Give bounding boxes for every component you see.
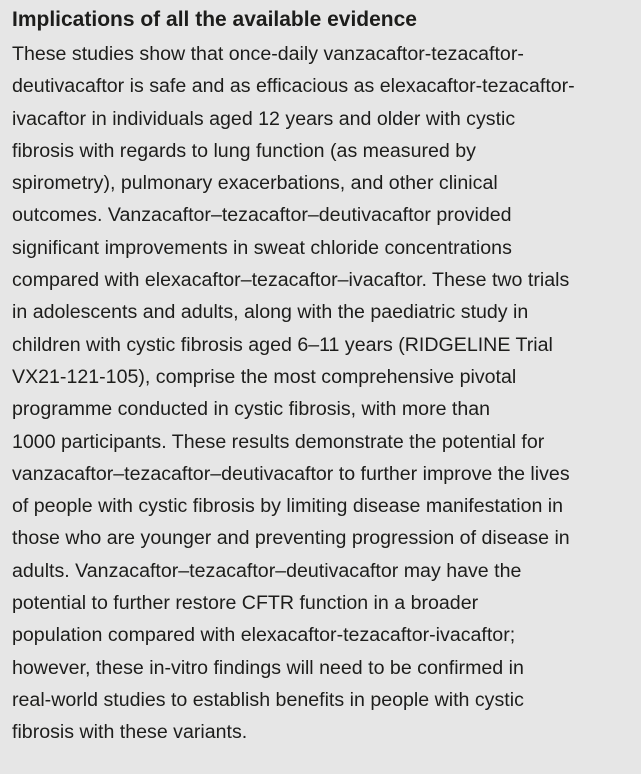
section-body bbox=[12, 38, 631, 749]
body-line: outcomes. Vanzacaftor–tezacaftor–deutivacaftor provided bbox=[12, 204, 512, 227]
body-line: adults. Vanzacaftor–tezacaftor–deutivacaftor may have the bbox=[12, 559, 522, 582]
body-line: These studies show that once-daily vanzacaftor-tezacaftor- bbox=[12, 43, 524, 65]
body-line: real-world studies to establish benefits in people with cystic bbox=[12, 688, 524, 711]
body-line: spirometry), pulmonary exacerbations, and other clinical bbox=[12, 172, 498, 195]
body-line: fibrosis with these variants. bbox=[12, 721, 248, 744]
section-heading: Implications of all the available evidence bbox=[12, 8, 417, 31]
body-line: programme conducted in cystic fibrosis, with more than bbox=[12, 398, 491, 421]
body-line: children with cystic fibrosis aged 6–11 years (RIDGELINE Trial bbox=[12, 333, 553, 356]
body-line: however, these in-vitro findings will need to be confirmed in bbox=[12, 656, 524, 679]
body-line: those who are younger and preventing progression of disease in bbox=[12, 527, 570, 550]
body-line: of people with cystic fibrosis by limiting disease manifestation in bbox=[12, 495, 564, 518]
body-line: ivacaftor in individuals aged 12 years and older with cystic bbox=[12, 107, 516, 130]
body-line: vanzacaftor–tezacaftor–deutivacaftor to further improve the lives bbox=[12, 462, 570, 485]
body-line: compared with elexacaftor–tezacaftor–ivacaftor. These two trials bbox=[12, 269, 570, 292]
body-line: deutivacaftor is safe and as efficacious as elexacaftor-tezacaftor- bbox=[12, 75, 575, 98]
body-line: in adolescents and adults, along with the paediatric study in bbox=[12, 301, 529, 324]
body-line: population compared with elexacaftor-tezacaftor-ivacaftor; bbox=[12, 624, 516, 647]
body-line: potential to further restore CFTR function in a broader bbox=[12, 592, 479, 615]
body-line: 1000 participants. These results demonstrate the potential for bbox=[12, 430, 545, 453]
body-line: VX21-121-105), comprise the most comprehensive pivotal bbox=[12, 365, 517, 388]
body-line: significant improvements in sweat chloride concentrations bbox=[12, 236, 512, 259]
body-line: fibrosis with regards to lung function (as measured by bbox=[12, 139, 476, 162]
